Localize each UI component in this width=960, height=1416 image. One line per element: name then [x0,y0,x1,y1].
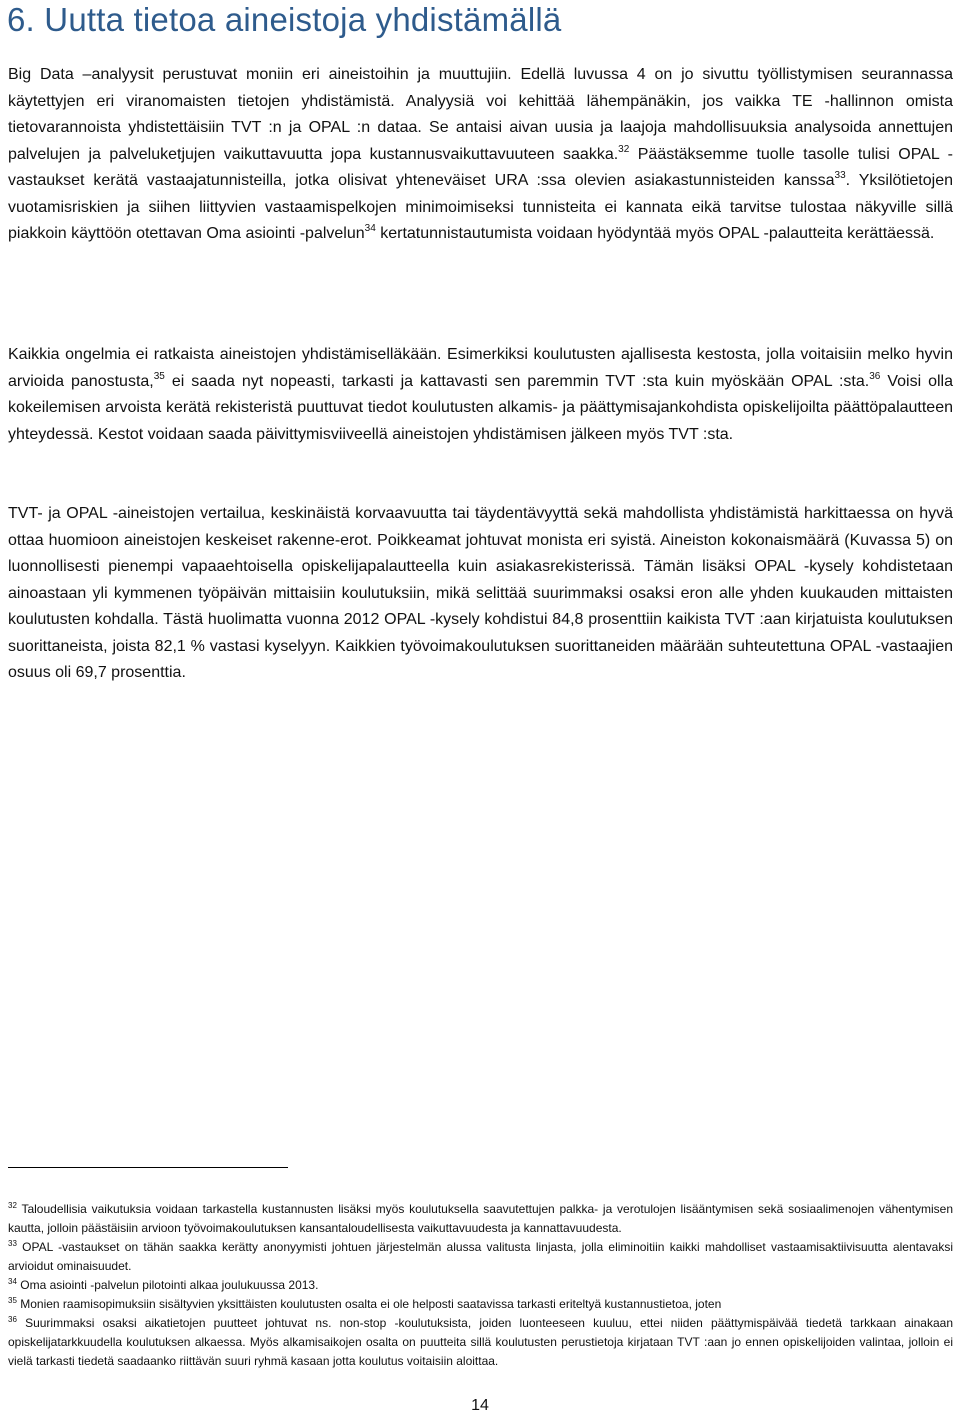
footnote-text: Oma asiointi -palvelun pilotointi alkaa joulukuussa 2013. [16,1278,319,1292]
footnote-ref-35[interactable]: 35 [153,370,165,382]
paragraph-2-text-2: ei saada nyt nopeasti, tarkasti ja kattavasti sen paremmin TVT :sta kuin myöskään OPAL :sta. [164,372,870,390]
footnote-ref-32[interactable]: 32 [618,143,630,155]
footnote-36 [8,1314,953,1371]
footnote-ref-33[interactable]: 33 [834,170,846,181]
paragraph-1 [8,62,953,248]
footnote-text: OPAL -vastaukset on tähän saakka kerätty anonyymisti johtuen järjestelmän alussa valitusta linjasta, jolla eliminoitiin kaikki mahdolliset vastaamisaktiivisuutta alentavaksi arvioidut ominaisuudet. [8,1240,953,1273]
paragraph-1-text-3: . Yksilötietojen vuotamisriskien ja siihen liittyvien vastaamispelkojen minimoimiseksi tunnisteita ei kannata eikä tarvitse tulostaa näkyville sillä piakkoin käyttöön otettavan Oma asiointi -palvelun [8,172,954,242]
footnote-text: Suurimmaksi osaksi aikatietojen puutteet johtuvat ns. non-stop -koulutuksista, joiden luonteeseen kuuluu, ettei niiden päättymispäivää tiedetä tarkkaan ainakaan opiskelijatarkkuudella koulutuksen alkaessa. Myös alkamisaikojen osalta on puutteita sillä koulutusten perustietoja kirjataan TVT :aan jo ennen opiskelijoiden valintaa, jolloin ei vielä tarkasti tiedetä saadaanko riittävän suuri ryhmä kasaan jotta koulutus voitaisiin aloittaa. [8,1316,953,1368]
paragraph-2-text-3: Voisi olla kokeilemisen arvoista kerätä rekisteristä puuttuvat tiedot koulutusten alkamis- ja päättymisajankohdista opiskelijoilta päättöpalautteen yhteydessä. Kestot voidaan saada päivittymisviiveellä aineistojen yhdistämisen jälkeen myös TVT :sta. [8,372,953,443]
paragraph-1-text-4: kertatunnistautumista voidaan hyödyntää myös OPAL -palautteita kerättäessä. [375,225,935,242]
page-number: 14 [471,1397,489,1414]
footnote-text: Taloudellisia vaikutuksia voidaan tarkastella kustannusten lisäksi myös koulutuksella saavutettujen palkka- ja verotulojen lisääntymisen sekä sosiaalimenojen vähentymisen kautta, jolloin päästäisiin arvioon työvoimakoulutuksen kansantaloudellisesta vaikuttavuudesta ja kannattavuudesta. [8,1202,953,1235]
footnote-separator [8,1167,288,1168]
footnote-number: 32 [8,1201,17,1210]
footnote-text: Monien raamisopimuksiin sisältyvien yksittäisten koulutusten osalta ei ole helposti saatavissa tarkasti eriteltyä kustannustietoa, joten [16,1297,722,1311]
paragraph-3: TVT- ja OPAL -aineistojen vertailua, keskinäistä korvaavuutta tai täydentävyyttä sekä mahdollista yhdistämistä harkittaessa on hyvä ottaa huomioon aineistojen keskeiset rakenne-erot. Poikkeamat johtuvat monista eri syistä. Aineiston kokonaismäärä (Kuvassa 5) on luonnollisesti pienempi vapaaehtoisella opiskelijapalautteella kuin asiakasrekisterissä. Tämän lisäksi OPAL -kysely kohdistetaan ainoastaan yli kymmenen työpäivän mittaisiin koulutuksiin, mikä selittää suurimmaksi osaksi eron alle yhden kuukauden mittaisten koulutusten kohdalla. Tästä huolimatta vuonna 2012 OPAL -kysely kohdistui 84,8 prosenttiin kaikista TVT :aan kirjatuista koulutuksen suorittaneista, joista 82,1 % vastasi kyselyyn. Kaikkien työvoimakoulutuksen suorittaneiden määrään suhteutettuna OPAL -vastaajien osuus oli 69,7 prosenttia. [8,505,953,681]
footnote-number: 34 [8,1277,17,1286]
footnote-33 [8,1238,953,1276]
footnote-number: 35 [8,1296,17,1305]
footnote-number: 33 [8,1239,17,1248]
paragraph-2 [8,342,953,448]
paragraph-1-text-1: Big Data –analyysit perustuvat moniin eri aineistoihin ja muuttujiin. Edellä luvussa 4 on jo sivuttu työllistymisen seurannassa käytettyjen eri viranomaisten tietojen yhdistämistä. Analyysiä voi kehittää lähempänäkin, jos vaikka TE -hallinnon omista tietovarannoista yhdistettäisiin TVT :n ja OPAL :n dataa. Se antaisi aivan uusia ja laajoja mahdollisuuksia analysoida annettujen palvelujen ja palveluketjujen vaikuttavuutta jopa kustannusvaikuttavuuteen saakka. [8,66,953,163]
paragraph-2-text-1: Kaikkia ongelmia ei ratkaista aineistojen yhdistämiselläkään. Esimerkiksi koulutusten ajallisesta kestosta, jolla voitaisiin melko hyvin arvioida panostusta, [8,346,953,390]
footnote-35 [8,1295,953,1314]
footnote-number: 36 [8,1315,17,1324]
footnote-ref-34[interactable]: 34 [364,223,376,234]
footnote-32 [8,1200,953,1238]
section-heading: 6. Uutta tietoa aineistoja yhdistämällä [7,1,562,38]
footnotes [8,1200,953,1371]
footnote-34 [8,1276,953,1295]
paragraph-1-text-2: Päästäksemme tuolle tasolle tulisi OPAL -vastaukset kerätä vastaajatunnisteilla, jotka olisivat yhteneväiset URA :ssa olevien asiakastunnisteiden kanssa [8,145,953,189]
footnote-ref-36[interactable]: 36 [869,370,881,382]
